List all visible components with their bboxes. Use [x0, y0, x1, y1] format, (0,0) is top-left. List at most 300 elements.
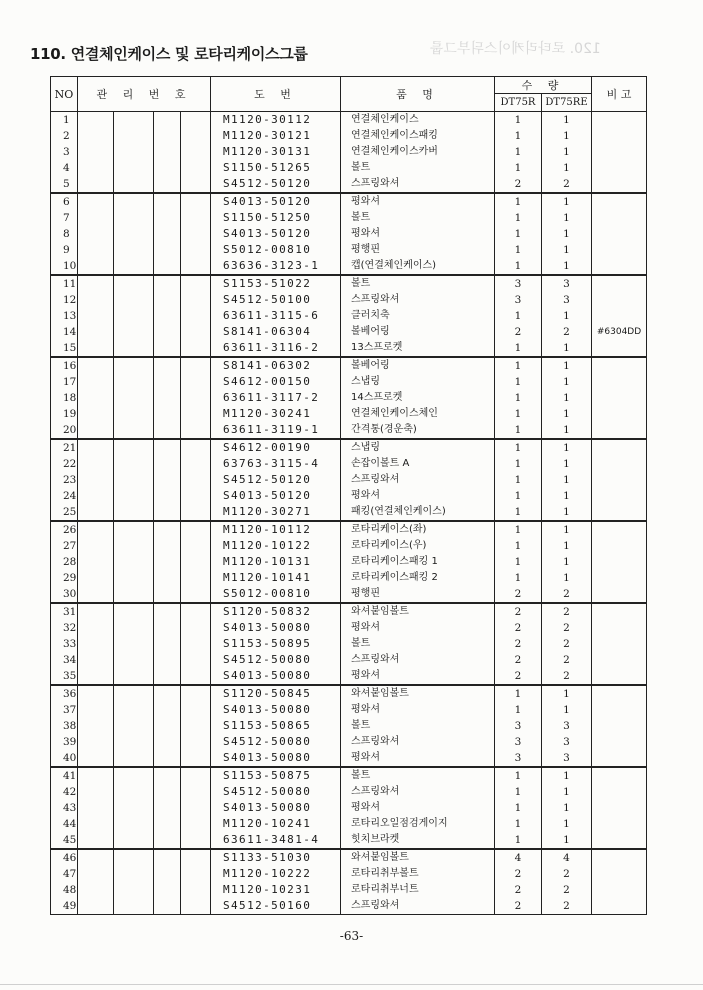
part-name: 스냅링 — [341, 439, 495, 456]
drawing-number: S5012-00810 — [211, 242, 341, 258]
drawing-number: M1120-30121 — [211, 128, 341, 144]
parts-table — [50, 76, 647, 915]
management-no-cell — [114, 702, 154, 718]
management-no-cell — [181, 603, 211, 620]
management-no-cell — [181, 275, 211, 292]
table-row — [51, 816, 647, 832]
part-name: 평행핀 — [341, 242, 495, 258]
management-no-cell — [181, 374, 211, 390]
management-no-cell — [78, 176, 114, 193]
management-no-cell — [154, 308, 181, 324]
item-number: 46 — [51, 849, 78, 866]
drawing-number: M1120-30271 — [211, 504, 341, 521]
drawing-number: S1120-50845 — [211, 685, 341, 702]
table-row — [51, 488, 647, 504]
qty-dt75re: 1 — [542, 193, 592, 210]
management-no-cell — [154, 603, 181, 620]
drawing-number: S4013-50120 — [211, 488, 341, 504]
qty-dt75r: 1 — [495, 488, 542, 504]
management-no-cell — [114, 472, 154, 488]
qty-dt75r: 1 — [495, 357, 542, 374]
table-row — [51, 685, 647, 702]
management-no-cell — [114, 750, 154, 767]
qty-dt75r: 1 — [495, 685, 542, 702]
table-row — [51, 750, 647, 767]
qty-dt75re: 1 — [542, 340, 592, 357]
qty-dt75r: 2 — [495, 324, 542, 340]
item-number: 8 — [51, 226, 78, 242]
remark — [592, 504, 647, 521]
management-no-cell — [114, 422, 154, 439]
qty-dt75r: 4 — [495, 849, 542, 866]
part-name: 볼트 — [341, 636, 495, 652]
item-number: 42 — [51, 784, 78, 800]
item-number: 30 — [51, 586, 78, 603]
part-name: 와셔붙임볼트 — [341, 685, 495, 702]
part-name: 볼트 — [341, 767, 495, 784]
management-no-cell — [78, 668, 114, 685]
management-no-cell — [114, 800, 154, 816]
part-name: 손잡이볼트 A — [341, 456, 495, 472]
table-row — [51, 406, 647, 422]
part-name: 볼트 — [341, 160, 495, 176]
qty-dt75re: 1 — [542, 242, 592, 258]
item-number: 35 — [51, 668, 78, 685]
management-no-cell — [114, 357, 154, 374]
management-no-cell — [114, 620, 154, 636]
drawing-number: 63611-3115-6 — [211, 308, 341, 324]
qty-dt75re: 4 — [542, 849, 592, 866]
drawing-number: S4013-50120 — [211, 226, 341, 242]
item-number: 40 — [51, 750, 78, 767]
management-no-cell — [154, 832, 181, 849]
management-no-cell — [78, 374, 114, 390]
management-no-cell — [181, 308, 211, 324]
management-no-cell — [181, 242, 211, 258]
management-no-cell — [181, 176, 211, 193]
qty-dt75re: 1 — [542, 390, 592, 406]
drawing-number: M1120-30112 — [211, 112, 341, 129]
management-no-cell — [181, 390, 211, 406]
management-no-cell — [114, 586, 154, 603]
remark: #6304DD — [592, 324, 647, 340]
management-no-cell — [181, 554, 211, 570]
table-row — [51, 144, 647, 160]
item-number: 13 — [51, 308, 78, 324]
qty-dt75r: 3 — [495, 292, 542, 308]
qty-dt75re: 1 — [542, 472, 592, 488]
drawing-number: S4512-50080 — [211, 652, 341, 668]
management-no-cell — [154, 422, 181, 439]
qty-dt75re: 2 — [542, 324, 592, 340]
management-no-cell — [154, 275, 181, 292]
table-row — [51, 112, 647, 129]
management-no-cell — [78, 258, 114, 275]
drawing-number: S4512-50080 — [211, 784, 341, 800]
management-no-cell — [154, 324, 181, 340]
qty-dt75re: 2 — [542, 176, 592, 193]
qty-dt75r: 2 — [495, 636, 542, 652]
item-number: 24 — [51, 488, 78, 504]
management-no-cell — [154, 586, 181, 603]
remark — [592, 800, 647, 816]
management-no-cell — [78, 472, 114, 488]
management-no-cell — [154, 554, 181, 570]
qty-dt75re: 1 — [542, 685, 592, 702]
management-no-cell — [154, 160, 181, 176]
management-no-cell — [114, 668, 154, 685]
qty-dt75r: 1 — [495, 472, 542, 488]
remark — [592, 750, 647, 767]
qty-dt75r: 1 — [495, 210, 542, 226]
management-no-cell — [114, 538, 154, 554]
remark — [592, 340, 647, 357]
qty-dt75r: 2 — [495, 882, 542, 898]
management-no-cell — [181, 702, 211, 718]
drawing-number: S1150-51250 — [211, 210, 341, 226]
management-no-cell — [114, 832, 154, 849]
qty-dt75r: 1 — [495, 242, 542, 258]
qty-dt75r: 1 — [495, 144, 542, 160]
qty-dt75r: 2 — [495, 176, 542, 193]
drawing-number: S4013-50080 — [211, 702, 341, 718]
table-row — [51, 210, 647, 226]
management-no-cell — [114, 504, 154, 521]
management-no-cell — [78, 636, 114, 652]
management-no-cell — [114, 292, 154, 308]
management-no-cell — [78, 422, 114, 439]
management-no-cell — [181, 128, 211, 144]
qty-dt75r: 1 — [495, 439, 542, 456]
management-no-cell — [78, 882, 114, 898]
qty-dt75re: 1 — [542, 308, 592, 324]
management-no-cell — [154, 538, 181, 554]
management-no-cell — [181, 456, 211, 472]
management-no-cell — [78, 488, 114, 504]
part-name: 로타리오일점검게이지 — [341, 816, 495, 832]
management-no-cell — [154, 439, 181, 456]
management-no-cell — [78, 292, 114, 308]
management-no-cell — [154, 144, 181, 160]
management-no-cell — [114, 488, 154, 504]
qty-dt75r: 1 — [495, 308, 542, 324]
qty-dt75r: 1 — [495, 258, 542, 275]
management-no-cell — [114, 340, 154, 357]
item-number: 26 — [51, 521, 78, 538]
management-no-cell — [154, 620, 181, 636]
remark — [592, 570, 647, 586]
qty-dt75re: 2 — [542, 668, 592, 685]
table-row — [51, 456, 647, 472]
part-name: 연결체인케이스 — [341, 112, 495, 129]
management-no-cell — [181, 734, 211, 750]
item-number: 31 — [51, 603, 78, 620]
qty-dt75re: 1 — [542, 406, 592, 422]
drawing-number: M1120-30131 — [211, 144, 341, 160]
part-name: 스프링와셔 — [341, 176, 495, 193]
management-no-cell — [181, 160, 211, 176]
remark — [592, 898, 647, 915]
remark — [592, 308, 647, 324]
management-no-cell — [181, 538, 211, 554]
qty-dt75r: 3 — [495, 718, 542, 734]
drawing-number: S1150-51265 — [211, 160, 341, 176]
management-no-cell — [154, 112, 181, 129]
management-no-cell — [154, 226, 181, 242]
part-name: 로타리케이스패킹 1 — [341, 554, 495, 570]
qty-dt75r: 1 — [495, 702, 542, 718]
management-no-cell — [181, 866, 211, 882]
item-number: 1 — [51, 112, 78, 129]
qty-dt75r: 1 — [495, 800, 542, 816]
qty-dt75re: 1 — [542, 554, 592, 570]
qty-dt75r: 1 — [495, 226, 542, 242]
remark — [592, 832, 647, 849]
management-no-cell — [181, 144, 211, 160]
page-number: -63- — [339, 929, 364, 943]
management-no-cell — [154, 340, 181, 357]
management-no-cell — [154, 652, 181, 668]
table-row — [51, 882, 647, 898]
management-no-cell — [181, 488, 211, 504]
qty-dt75re: 1 — [542, 521, 592, 538]
item-number: 6 — [51, 193, 78, 210]
drawing-number: S4512-50080 — [211, 734, 341, 750]
remark — [592, 620, 647, 636]
remark — [592, 784, 647, 800]
qty-dt75re: 1 — [542, 538, 592, 554]
part-name: 와셔붙임볼트 — [341, 849, 495, 866]
item-number: 7 — [51, 210, 78, 226]
remark — [592, 144, 647, 160]
qty-dt75re: 1 — [542, 767, 592, 784]
drawing-number: S1153-50895 — [211, 636, 341, 652]
part-name: 클러치축 — [341, 308, 495, 324]
drawing-number: S1133-51030 — [211, 849, 341, 866]
remark — [592, 488, 647, 504]
part-name: 평와셔 — [341, 488, 495, 504]
management-no-cell — [78, 324, 114, 340]
qty-dt75re: 1 — [542, 374, 592, 390]
management-no-cell — [114, 570, 154, 586]
header-drawing-no: 도 번 — [211, 77, 341, 112]
remark — [592, 718, 647, 734]
management-no-cell — [114, 390, 154, 406]
qty-dt75re: 1 — [542, 488, 592, 504]
management-no-cell — [78, 800, 114, 816]
management-no-cell — [78, 144, 114, 160]
part-name: 로타리케이스(좌) — [341, 521, 495, 538]
table-row — [51, 504, 647, 521]
drawing-number: 63611-3116-2 — [211, 340, 341, 357]
qty-dt75re: 1 — [542, 832, 592, 849]
management-no-cell — [114, 324, 154, 340]
management-no-cell — [78, 390, 114, 406]
part-name: 로타리케이스(우) — [341, 538, 495, 554]
management-no-cell — [78, 784, 114, 800]
management-no-cell — [154, 488, 181, 504]
management-no-cell — [78, 620, 114, 636]
qty-dt75r: 1 — [495, 128, 542, 144]
item-number: 32 — [51, 620, 78, 636]
management-no-cell — [154, 767, 181, 784]
qty-dt75re: 2 — [542, 636, 592, 652]
management-no-cell — [114, 652, 154, 668]
remark — [592, 242, 647, 258]
management-no-cell — [154, 521, 181, 538]
qty-dt75r: 1 — [495, 390, 542, 406]
management-no-cell — [114, 456, 154, 472]
part-name: 스프링와셔 — [341, 292, 495, 308]
management-no-cell — [114, 308, 154, 324]
management-no-cell — [114, 210, 154, 226]
item-number: 23 — [51, 472, 78, 488]
header-qty-dt75re: DT75RE — [542, 94, 592, 112]
part-name: 스프링와셔 — [341, 734, 495, 750]
item-number: 36 — [51, 685, 78, 702]
management-no-cell — [78, 226, 114, 242]
qty-dt75r: 2 — [495, 898, 542, 915]
management-no-cell — [181, 636, 211, 652]
part-name: 14스프로켓 — [341, 390, 495, 406]
qty-dt75r: 2 — [495, 620, 542, 636]
management-no-cell — [114, 734, 154, 750]
part-name: 평와셔 — [341, 702, 495, 718]
remark — [592, 176, 647, 193]
management-no-cell — [78, 406, 114, 422]
qty-dt75r: 2 — [495, 668, 542, 685]
table-row — [51, 866, 647, 882]
management-no-cell — [114, 849, 154, 866]
qty-dt75re: 1 — [542, 570, 592, 586]
qty-dt75re: 1 — [542, 702, 592, 718]
table-row — [51, 226, 647, 242]
management-no-cell — [114, 144, 154, 160]
management-no-cell — [78, 570, 114, 586]
management-no-cell — [154, 374, 181, 390]
management-no-cell — [78, 210, 114, 226]
qty-dt75re: 2 — [542, 603, 592, 620]
item-number: 20 — [51, 422, 78, 439]
management-no-cell — [114, 521, 154, 538]
table-row — [51, 784, 647, 800]
management-no-cell — [181, 406, 211, 422]
table-row — [51, 800, 647, 816]
management-no-cell — [78, 849, 114, 866]
drawing-number: 63611-3119-1 — [211, 422, 341, 439]
header-part-name: 품 명 — [341, 77, 495, 112]
management-no-cell — [154, 242, 181, 258]
remark — [592, 816, 647, 832]
bleed-through-text: 120. 로타리케이스뒤부그룹 — [430, 41, 601, 57]
item-number: 49 — [51, 898, 78, 915]
qty-dt75re: 2 — [542, 898, 592, 915]
management-no-cell — [114, 816, 154, 832]
qty-dt75r: 1 — [495, 521, 542, 538]
qty-dt75re: 1 — [542, 422, 592, 439]
qty-dt75r: 1 — [495, 160, 542, 176]
remark — [592, 603, 647, 620]
management-no-cell — [181, 882, 211, 898]
part-name: 로타리케이스패킹 2 — [341, 570, 495, 586]
qty-dt75re: 2 — [542, 866, 592, 882]
management-no-cell — [154, 357, 181, 374]
qty-dt75r: 2 — [495, 652, 542, 668]
management-no-cell — [181, 292, 211, 308]
item-number: 14 — [51, 324, 78, 340]
item-number: 10 — [51, 258, 78, 275]
management-no-cell — [78, 898, 114, 915]
drawing-number: S1120-50832 — [211, 603, 341, 620]
management-no-cell — [114, 374, 154, 390]
management-no-cell — [181, 898, 211, 915]
remark — [592, 702, 647, 718]
management-no-cell — [114, 603, 154, 620]
management-no-cell — [154, 292, 181, 308]
part-name: 로타리취부볼트 — [341, 866, 495, 882]
qty-dt75r: 1 — [495, 456, 542, 472]
header-qty-dt75r: DT75R — [495, 94, 542, 112]
qty-dt75re: 2 — [542, 620, 592, 636]
table-row — [51, 620, 647, 636]
remark — [592, 193, 647, 210]
management-no-cell — [114, 193, 154, 210]
qty-dt75re: 2 — [542, 652, 592, 668]
remark — [592, 652, 647, 668]
table-row — [51, 258, 647, 275]
remark — [592, 439, 647, 456]
page-title: 110. 연결체인케이스 및 로타리케이스그룹 — [30, 45, 308, 63]
management-no-cell — [78, 750, 114, 767]
management-no-cell — [181, 767, 211, 784]
management-no-cell — [181, 586, 211, 603]
management-no-cell — [78, 603, 114, 620]
qty-dt75re: 1 — [542, 210, 592, 226]
qty-dt75re: 2 — [542, 586, 592, 603]
table-row — [51, 160, 647, 176]
remark — [592, 226, 647, 242]
management-no-cell — [181, 504, 211, 521]
management-no-cell — [114, 882, 154, 898]
part-name: 연결체인케이스패킹 — [341, 128, 495, 144]
qty-dt75re: 2 — [542, 882, 592, 898]
item-number: 19 — [51, 406, 78, 422]
remark — [592, 538, 647, 554]
management-no-cell — [154, 718, 181, 734]
management-no-cell — [114, 439, 154, 456]
item-number: 28 — [51, 554, 78, 570]
qty-dt75r: 2 — [495, 866, 542, 882]
table-row — [51, 374, 647, 390]
part-name: 평행핀 — [341, 586, 495, 603]
management-no-cell — [181, 340, 211, 357]
part-name: 볼트 — [341, 210, 495, 226]
management-no-cell — [78, 586, 114, 603]
management-no-cell — [154, 849, 181, 866]
management-no-cell — [181, 357, 211, 374]
drawing-number: M1120-30241 — [211, 406, 341, 422]
management-no-cell — [181, 832, 211, 849]
management-no-cell — [78, 456, 114, 472]
table-row — [51, 242, 647, 258]
part-name: 스프링와셔 — [341, 652, 495, 668]
management-no-cell — [181, 620, 211, 636]
management-no-cell — [114, 636, 154, 652]
management-no-cell — [114, 242, 154, 258]
table-row — [51, 554, 647, 570]
drawing-number: S1153-50875 — [211, 767, 341, 784]
table-row — [51, 603, 647, 620]
